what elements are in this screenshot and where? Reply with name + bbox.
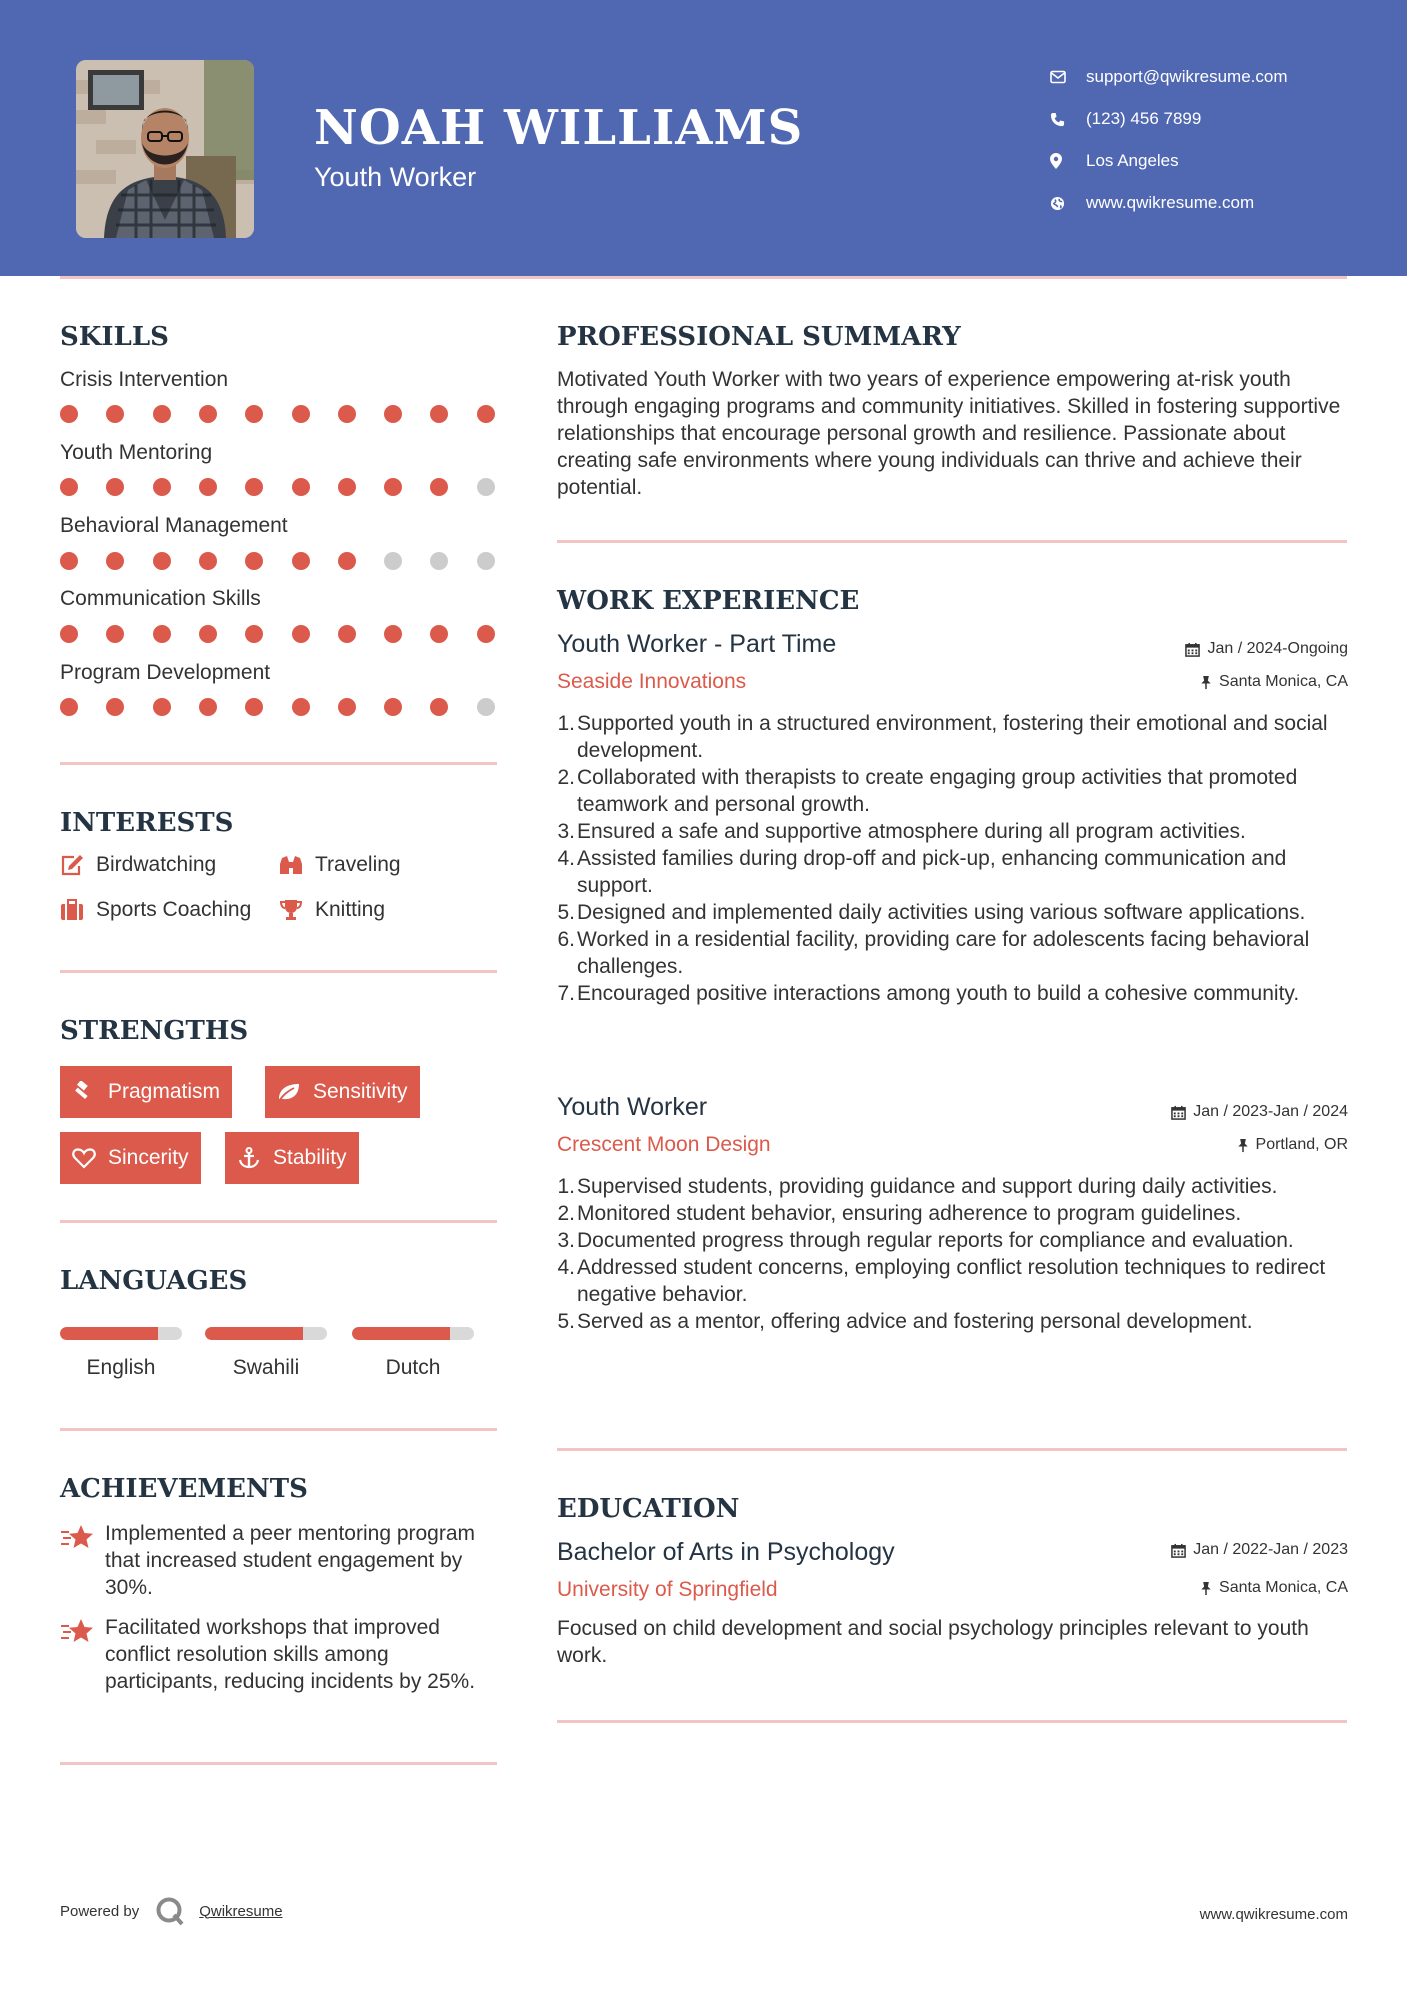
language-name: Dutch [385, 1356, 441, 1379]
education-title: EDUCATION [557, 1494, 740, 1524]
skill-dot [384, 625, 402, 643]
skill-dot [384, 478, 402, 496]
duty-text: Served as a mentor, offering advice and fostering personal development. [577, 1310, 1253, 1333]
skill-dot [60, 478, 78, 496]
interests-title: INTERESTS [60, 808, 234, 838]
duty-item: 5. Designed and implemented daily activities using various software applications. [557, 899, 1357, 926]
skill-name: Communication Skills [60, 587, 261, 610]
skill-dot [292, 625, 310, 643]
skill-dot [292, 698, 310, 716]
language-level-bar [60, 1327, 182, 1340]
job-dates [1171, 1103, 1348, 1121]
skill-dot [245, 552, 263, 570]
skill-dot [245, 625, 263, 643]
job-duties [557, 710, 1357, 1007]
job-dates-text: Jan / 2023-Jan / 2024 [1193, 1103, 1348, 1120]
briefcase-icon [60, 899, 96, 921]
summary-divider [557, 540, 1347, 543]
duty-item: 1. Supervised students, providing guidance and support during daily activities. [557, 1173, 1357, 1200]
languages-title: LANGUAGES [60, 1266, 248, 1296]
contact-phone[interactable] [1050, 98, 1370, 140]
phone-icon [1050, 112, 1086, 127]
leaf-icon [277, 1081, 301, 1103]
duty-item: 3. Ensured a safe and supportive atmosphere during all program activities. [557, 818, 1357, 845]
achievements-title: ACHIEVEMENTS [60, 1474, 308, 1504]
profile-photo [76, 60, 254, 238]
duty-text: Monitored student behavior, ensuring adherence to program guidelines. [577, 1202, 1242, 1225]
skill-dot [477, 625, 495, 643]
experience-divider [557, 1448, 1347, 1451]
skill-dot [199, 478, 217, 496]
skill-dot [106, 478, 124, 496]
skill-dot [338, 478, 356, 496]
footer-website[interactable]: www.qwikresume.com [1199, 1906, 1348, 1923]
skill-dot [199, 698, 217, 716]
anchor-icon [237, 1147, 261, 1169]
job-duties [557, 1173, 1357, 1335]
duty-text: Assisted families during drop-off and pick-up, enhancing communication and support. [577, 847, 1287, 897]
duty-item: 2. Collaborated with therapists to create engaging group activities that promoted teamwork and personal growth. [557, 764, 1357, 818]
skill-dot [199, 625, 217, 643]
duty-item: 6. Worked in a residential facility, providing care for adolescents facing behavioral challenges. [557, 926, 1357, 980]
map-pin-icon [1050, 153, 1086, 169]
skill-dot [106, 698, 124, 716]
education-degree: Bachelor of Arts in Psychology [557, 1538, 895, 1566]
candidate-name: NOAH WILLIAMS [314, 100, 804, 156]
contact-email-text: support@qwikresume.com [1086, 67, 1288, 86]
interest-item [60, 853, 216, 877]
duty-text: Documented progress through regular reports for compliance and evaluation. [577, 1229, 1294, 1252]
resume-header [0, 0, 1407, 276]
skill-dot [153, 552, 171, 570]
strengths-divider [60, 1220, 497, 1223]
skill-name: Program Development [60, 661, 271, 684]
skill-dot [106, 552, 124, 570]
strength-label: Stability [273, 1146, 347, 1169]
strength-tag [265, 1066, 420, 1118]
experience-title: WORK EXPERIENCE [557, 586, 860, 616]
strength-tag [225, 1132, 359, 1184]
skill-dot [430, 552, 448, 570]
language-level-fill [60, 1327, 158, 1340]
contact-location-text: Los Angeles [1086, 151, 1179, 170]
skill-dot [430, 698, 448, 716]
skill-dot [199, 405, 217, 423]
skill-rating [60, 625, 500, 645]
duty-item: 4. Addressed student concerns, employing conflict resolution techniques to redirect negative behavior. [557, 1254, 1357, 1308]
contact-list [1050, 56, 1370, 224]
education-school: University of Springfield [557, 1578, 778, 1601]
qwikresume-link[interactable]: Qwikresume [199, 1902, 283, 1920]
education-dates [1171, 1541, 1348, 1559]
interest-label: Birdwatching [96, 853, 217, 876]
skill-dot [153, 625, 171, 643]
skill-dot [245, 405, 263, 423]
duty-item: 4. Assisted families during drop-off and pick-up, enhancing communication and support. [557, 845, 1357, 899]
achievement-item [60, 1520, 500, 1601]
strength-label: Sincerity [108, 1146, 189, 1169]
skill-dot [106, 625, 124, 643]
education-location-text: Santa Monica, CA [1219, 1579, 1348, 1596]
skill-name: Crisis Intervention [60, 368, 229, 391]
interest-item [279, 898, 385, 922]
contact-website[interactable] [1050, 182, 1370, 224]
language-name: English [86, 1356, 156, 1379]
skill-dot [153, 698, 171, 716]
skill-dot [60, 552, 78, 570]
skill-dot [292, 478, 310, 496]
skill-dot [60, 698, 78, 716]
duty-text: Collaborated with therapists to create engaging group activities that promoted teamwork and personal growth. [577, 766, 1298, 816]
skills-title: SKILLS [60, 322, 169, 352]
skill-dot [430, 405, 448, 423]
duty-text: Supervised students, providing guidance and support during daily activities. [577, 1175, 1278, 1198]
qwikresume-logo-icon [155, 1896, 185, 1926]
skill-rating [60, 552, 500, 572]
globe-icon [1050, 196, 1086, 211]
skill-dot [338, 625, 356, 643]
skills-divider [60, 762, 497, 765]
education-divider [557, 1720, 1347, 1723]
interest-label: Knitting [315, 898, 386, 921]
skill-rating [60, 478, 500, 498]
skill-name: Behavioral Management [60, 514, 288, 537]
languages-divider [60, 1428, 497, 1431]
pencil-square-icon [60, 854, 96, 876]
calendar-icon [1185, 642, 1200, 657]
summary-text: Motivated Youth Worker with two years of experience empowering at-risk youth through engaging programs and community initiatives. Skilled in fostering supportive relationships that encourage personal growth and resilience. Passionate about creating safe environments where young individuals can thrive and achieve their potential. [557, 368, 1341, 499]
candidate-role: Youth Worker [314, 162, 477, 192]
job-location [1200, 673, 1348, 691]
skill-dot [245, 478, 263, 496]
calendar-icon [1171, 1105, 1186, 1120]
skill-dot [338, 698, 356, 716]
strength-label: Pragmatism [108, 1080, 221, 1103]
skill-dot [477, 698, 495, 716]
interest-item [60, 898, 251, 922]
skill-rating [60, 698, 500, 718]
header-divider [60, 276, 1347, 279]
footer-powered-by [60, 1896, 283, 1926]
achievements-divider [60, 1762, 497, 1765]
duty-item: 2. Monitored student behavior, ensuring adherence to program guidelines. [557, 1200, 1357, 1227]
job-dates-text: Jan / 2024-Ongoing [1207, 640, 1348, 657]
duty-item: 1. Supported youth in a structured environment, fostering their emotional and social development. [557, 710, 1357, 764]
skill-dot [477, 405, 495, 423]
interest-label: Traveling [315, 853, 401, 876]
contact-email[interactable] [1050, 56, 1370, 98]
skill-dot [338, 552, 356, 570]
skill-dot [199, 552, 217, 570]
pushpin-icon [1200, 1581, 1212, 1596]
skill-dot [384, 405, 402, 423]
job-location-text: Portland, OR [1255, 1136, 1348, 1153]
summary-title: PROFESSIONAL SUMMARY [557, 322, 961, 352]
gavel-icon [72, 1081, 96, 1103]
skill-dot [153, 405, 171, 423]
pushpin-icon [1200, 675, 1212, 690]
heart-icon [72, 1147, 96, 1169]
calendar-icon [1171, 1543, 1186, 1558]
skill-rating [60, 405, 500, 425]
interest-item [279, 853, 401, 877]
skill-dot [430, 625, 448, 643]
duty-item: 7. Encouraged positive interactions among youth to build a cohesive community. [557, 980, 1357, 1007]
skill-dot [384, 552, 402, 570]
duty-text: Designed and implemented daily activities using various software applications. [577, 901, 1306, 924]
envelope-icon [1050, 70, 1086, 84]
pushpin-icon [1237, 1138, 1249, 1153]
strength-label: Sensitivity [313, 1080, 408, 1103]
skill-dot [477, 478, 495, 496]
language-level-bar [205, 1327, 327, 1340]
duty-item: 5. Served as a mentor, offering advice and fostering personal development. [557, 1308, 1357, 1335]
achievement-text: Implemented a peer mentoring program that increased student engagement by 30%. [105, 1522, 476, 1599]
powered-by-label: Powered by [60, 1902, 140, 1920]
skill-dot [60, 405, 78, 423]
language-level-fill [352, 1327, 450, 1340]
strength-tag [60, 1132, 201, 1184]
skill-dot [430, 478, 448, 496]
duty-item: 3. Documented progress through regular reports for compliance and evaluation. [557, 1227, 1357, 1254]
contact-location [1050, 140, 1370, 182]
duty-text: Supported youth in a structured environment, fostering their emotional and social development. [577, 712, 1328, 762]
education-dates-text: Jan / 2022-Jan / 2023 [1193, 1541, 1348, 1558]
skill-name: Youth Mentoring [60, 441, 213, 464]
interest-label: Sports Coaching [96, 898, 252, 921]
duty-text: Worked in a residential facility, providing care for adolescents facing behavioral challenges. [577, 928, 1310, 978]
job-location-text: Santa Monica, CA [1219, 673, 1348, 690]
skill-dot [292, 405, 310, 423]
job-dates [1185, 640, 1348, 658]
skill-dot [245, 698, 263, 716]
skill-dot [477, 552, 495, 570]
strengths-title: STRENGTHS [60, 1016, 249, 1046]
job-title: Youth Worker - Part Time [557, 630, 837, 658]
language-level-bar [352, 1327, 474, 1340]
binoculars-icon [279, 854, 315, 876]
job-company: Crescent Moon Design [557, 1133, 771, 1156]
skill-dot [153, 478, 171, 496]
job-title: Youth Worker [557, 1093, 708, 1121]
achievement-text: Facilitated workshops that improved conflict resolution skills among participants, reducing incidents by 25%. [105, 1616, 476, 1693]
star-icon [60, 1614, 105, 1695]
duty-text: Ensured a safe and supportive atmosphere during all program activities. [577, 820, 1246, 843]
achievement-item [60, 1614, 500, 1695]
skill-dot [338, 405, 356, 423]
skill-dot [60, 625, 78, 643]
skill-dot [106, 405, 124, 423]
duty-text: Addressed student concerns, employing conflict resolution techniques to redirect negative behavior. [577, 1256, 1326, 1306]
duty-text: Encouraged positive interactions among youth to build a cohesive community. [577, 982, 1300, 1005]
contact-phone-text: (123) 456 7899 [1086, 109, 1202, 128]
trophy-icon [279, 899, 315, 921]
skill-dot [384, 698, 402, 716]
star-icon [60, 1520, 105, 1601]
skill-dot [292, 552, 310, 570]
interests-divider [60, 970, 497, 973]
job-location [1237, 1136, 1348, 1154]
language-name: Swahili [232, 1356, 300, 1379]
education-description: Focused on child development and social psychology principles relevant to youth work. [557, 1617, 1309, 1667]
contact-website-text: www.qwikresume.com [1086, 193, 1255, 212]
language-level-fill [205, 1327, 303, 1340]
strength-tag [60, 1066, 232, 1118]
job-company: Seaside Innovations [557, 670, 747, 693]
education-location [1200, 1579, 1348, 1597]
